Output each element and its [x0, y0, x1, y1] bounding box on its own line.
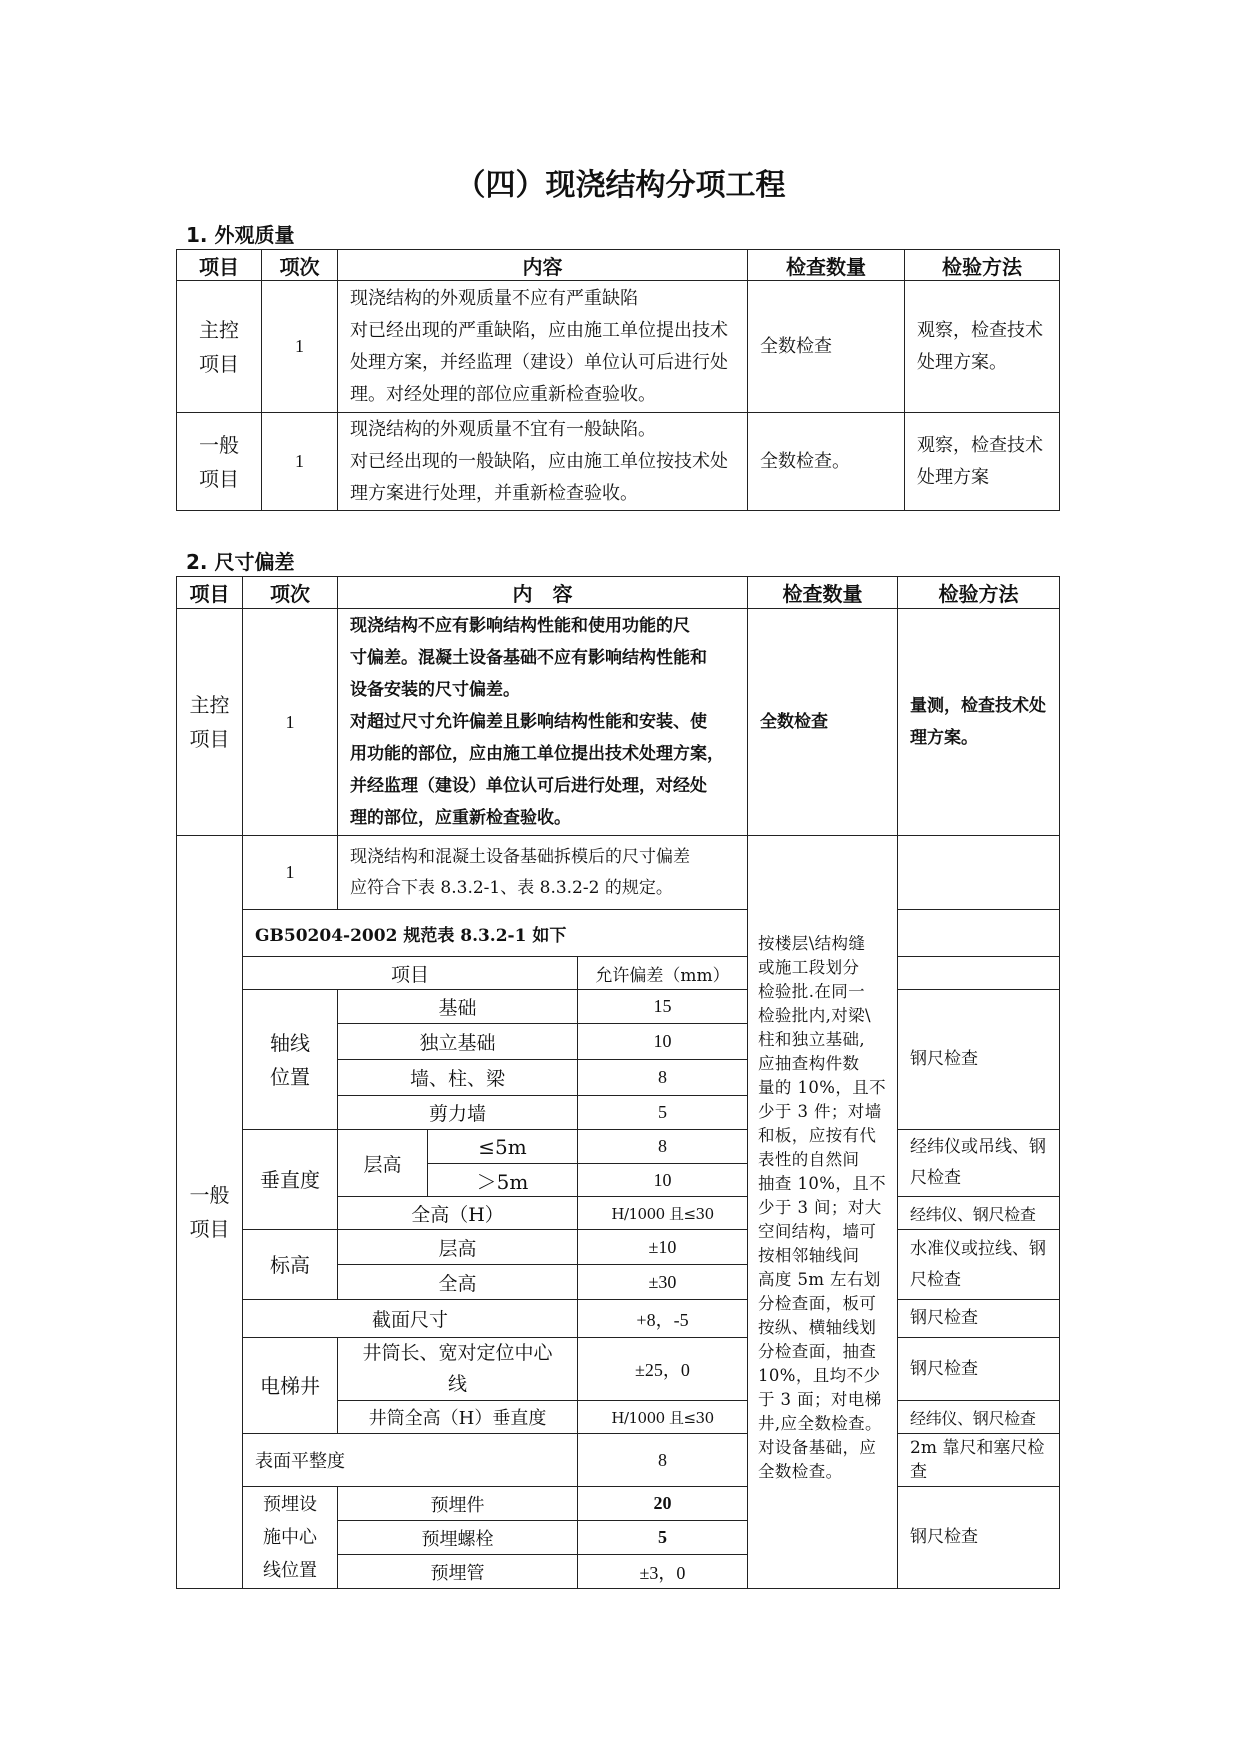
s2-method-flatness: 2m 靠尺和塞尺检 查	[897, 1433, 1060, 1487]
s1-header-item: 项目	[176, 249, 262, 281]
s2-main-category: 主控 项目	[176, 608, 243, 836]
s2-axis-name: 基础	[337, 989, 578, 1024]
s2-method-section: 钢尺检查	[897, 1299, 1060, 1338]
s1-header-index: 项次	[261, 249, 338, 281]
s2-embed-value: ±3，0	[577, 1554, 748, 1589]
s2-elev-name: 层高	[337, 1229, 578, 1265]
s2-general-category: 一般 项目	[176, 835, 243, 1589]
s1-row1-method: 观察，检查技术 处理方案。	[904, 280, 1060, 413]
s2-method-blank	[897, 835, 1060, 910]
s2-axis-value: 10	[577, 1023, 748, 1060]
s2-embed-name: 预埋件	[337, 1486, 578, 1521]
s2-axis-value: 5	[577, 1095, 748, 1130]
s2-header-method: 检验方法	[897, 576, 1060, 609]
s2-col-tolerance: 允许偏差（mm）	[577, 956, 748, 990]
s2-axis-name: 墙、柱、梁	[337, 1059, 578, 1096]
s2-shaft-name: 井筒全高（H）垂直度	[337, 1400, 578, 1434]
s2-vert-value: 10	[577, 1163, 748, 1197]
s2-elev-value: ±10	[577, 1229, 748, 1265]
s1-row2-index: 1	[261, 412, 338, 511]
section-2-heading: 2. 尺寸偏差	[186, 550, 295, 574]
s2-embed-value: 20	[577, 1486, 748, 1521]
s2-main-quantity: 全数检查	[747, 608, 898, 836]
s2-axis-name: 剪力墙	[337, 1095, 578, 1130]
s2-header-item: 项目	[176, 576, 243, 609]
s2-flatness-value: 8	[577, 1433, 748, 1487]
s2-header-quantity: 检查数量	[747, 576, 898, 609]
s2-shaft-value: ±25，0	[577, 1337, 748, 1401]
s2-embed-name: 预埋管	[337, 1554, 578, 1589]
s2-col-item: 项目	[242, 956, 578, 990]
section-1-heading: 1. 外观质量	[186, 223, 295, 247]
s1-row2-content: 现浇结构的外观质量不宜有一般缺陷。 对已经出现的一般缺陷，应由施工单位按技术处 理方案进行处理，并重新检查验收。	[337, 412, 748, 511]
s2-main-method: 量测，检查技术处 理方案。	[897, 608, 1060, 836]
s2-elev-value: ±30	[577, 1264, 748, 1300]
s2-vert-name: ≤5m	[427, 1129, 578, 1164]
s2-shaft-value: H/1000 且≤30	[577, 1400, 748, 1434]
s2-general-quantity: 按楼层\结构缝 或施工段划分 检验批.在同一 检验批内,对梁\ 柱和独立基础, 应抽查构件数 量的 10%，且不 少于 3 件；对墙 和板，应按有代 表性的自然间 抽查 10%，且不 少于 3 间；对大 空间结构，墙可 按相邻轴线间 高度 5m 左右划 分检查面，板可 按纵、横轴线划 分检查面，抽查 10%，且均不少 于 3 面；对电梯 井,应全数检查。 对设备基础，应 全数检查。	[747, 835, 898, 1589]
s1-row2-method: 观察，检查技术 处理方案	[904, 412, 1060, 511]
s2-axis-value: 15	[577, 989, 748, 1024]
s2-embed-value: 5	[577, 1520, 748, 1555]
s1-row1-category: 主控 项目	[176, 280, 262, 413]
s2-vert-name: ＞5m	[427, 1163, 578, 1197]
s2-vert-total-name: 全高（H）	[337, 1196, 578, 1230]
s1-header-content: 内容	[337, 249, 748, 281]
s2-method-vert: 经纬仪或吊线、钢 尺检查	[897, 1129, 1060, 1197]
s2-method-blank	[897, 956, 1060, 990]
s1-row1-content: 现浇结构的外观质量不应有严重缺陷 对已经出现的严重缺陷，应由施工单位提出技术 处理方案，并经监理（建设）单位认可后进行处 理。对经处理的部位应重新检查验收。	[337, 280, 748, 413]
s2-vert-label: 垂直度	[242, 1129, 338, 1230]
s2-section-size-name: 截面尺寸	[242, 1299, 578, 1338]
s1-row1-index: 1	[261, 280, 338, 413]
s2-shaft-name: 井筒长、宽对定位中心 线	[337, 1337, 578, 1401]
s2-vert-floor-label: 层高	[337, 1129, 428, 1197]
s2-shaft-label: 电梯井	[242, 1337, 338, 1434]
s2-method-blank	[897, 909, 1060, 957]
s2-embed-name: 预埋螺栓	[337, 1520, 578, 1555]
s2-method-axis: 钢尺检查	[897, 989, 1060, 1130]
s2-vert-total-value: H/1000 且≤30	[577, 1196, 748, 1230]
s2-main-index: 1	[242, 608, 338, 836]
s2-axis-name: 独立基础	[337, 1023, 578, 1060]
s2-header-content: 内 容	[337, 576, 748, 609]
s1-header-quantity: 检查数量	[747, 249, 905, 281]
s1-row1-quantity: 全数检查	[747, 280, 905, 413]
s2-method-embed: 钢尺检查	[897, 1486, 1060, 1589]
s1-row2-category: 一般 项目	[176, 412, 262, 511]
s2-method-vert-total: 经纬仪、钢尺检查	[897, 1196, 1060, 1230]
s2-method-shaft-vert: 经纬仪、钢尺检查	[897, 1400, 1060, 1434]
s2-general-intro: 现浇结构和混凝土设备基础拆模后的尺寸偏差 应符合下表 8.3.2-1、表 8.3.2-2 的规定。	[337, 835, 748, 910]
s1-header-method: 检验方法	[904, 249, 1060, 281]
s2-elev-name: 全高	[337, 1264, 578, 1300]
s2-section-size-value: +8，-5	[577, 1299, 748, 1338]
s2-main-content: 现浇结构不应有影响结构性能和使用功能的尺 寸偏差。混凝土设备基础不应有影响结构性能和 设备安装的尺寸偏差。 对超过尺寸允许偏差且影响结构性能和安装、使 用功能的部位，应由施工单位提出技术处理方案， 并经监理（建设）单位认可后进行处理，对经处 理的部位，应重新检查验收。	[337, 608, 748, 836]
s2-general-index: 1	[242, 835, 338, 910]
s2-embed-label: 预埋设 施中心 线位置	[242, 1486, 338, 1589]
s2-axis-value: 8	[577, 1059, 748, 1096]
s2-method-elev: 水准仪或拉线、钢 尺检查	[897, 1229, 1060, 1300]
s2-spec-table-title: GB50204-2002 规范表 8.3.2-1 如下	[242, 909, 748, 957]
s2-header-index: 项次	[242, 576, 338, 609]
s2-method-shaft-pos: 钢尺检查	[897, 1337, 1060, 1401]
s2-flatness-name: 表面平整度	[242, 1433, 578, 1487]
page-title: （四）现浇结构分项工程	[455, 168, 786, 203]
s1-row2-quantity: 全数检查。	[747, 412, 905, 511]
s2-elev-label: 标高	[242, 1229, 338, 1300]
s2-axis-label: 轴线 位置	[242, 989, 338, 1130]
s2-vert-value: 8	[577, 1129, 748, 1164]
